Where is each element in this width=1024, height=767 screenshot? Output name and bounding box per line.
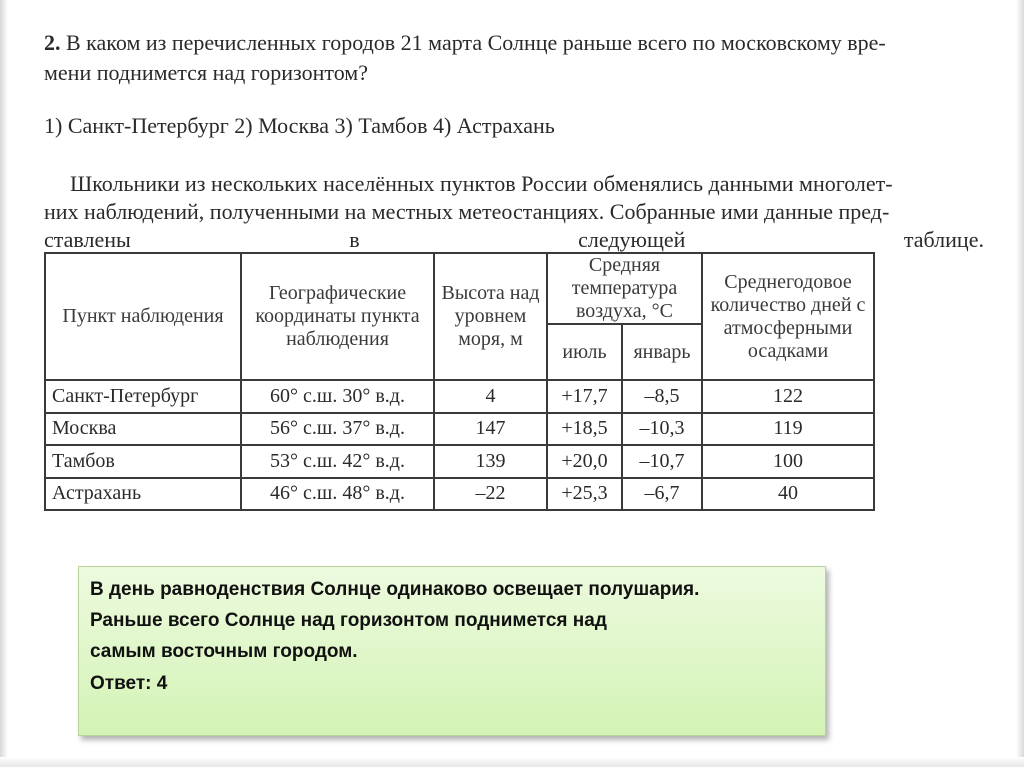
question-text <box>44 28 989 88</box>
answer-line-1: В день равноденствия Солнце одинаково освещает полушария. <box>90 579 700 600</box>
intro-word: ставлены <box>44 227 131 252</box>
question-number: 2. <box>44 30 61 55</box>
cell-july: +25,3 <box>547 478 622 511</box>
header-precipitation-days: Среднегодовое количество дней с атмосферными осадками <box>702 253 874 380</box>
cell-city: Астрахань <box>45 478 241 511</box>
cell-altitude: 4 <box>434 380 547 413</box>
intro-line-3 <box>44 226 984 254</box>
cell-july: +18,5 <box>547 413 622 446</box>
intro-line-2: них наблюдений, полученными на местных метеостанциях. Собранные ими данные пред- <box>44 199 890 224</box>
cell-precipitation-days: 100 <box>702 445 874 478</box>
answer-result: Ответ: 4 <box>90 673 168 694</box>
cell-precipitation-days: 40 <box>702 478 874 511</box>
slide-bottom-shadow <box>0 757 1024 767</box>
cell-coordinates: 46° с.ш. 48° в.д. <box>241 478 434 511</box>
cell-precipitation-days: 119 <box>702 413 874 446</box>
cell-city: Москва <box>45 413 241 446</box>
header-january: январь <box>622 324 702 380</box>
answer-line-2: Раньше всего Солнце над горизонтом поднимется над <box>90 610 607 631</box>
question-line-1: В каком из перечисленных городов 21 марта Солнце раньше всего по московскому вре- <box>66 30 886 55</box>
cell-july: +17,7 <box>547 380 622 413</box>
answer-options: 1) Санкт-Петербург 2) Москва 3) Тамбов 4) Астрахань <box>44 113 555 138</box>
intro-paragraph <box>44 170 986 254</box>
table-row <box>45 445 874 478</box>
table-row <box>45 478 874 511</box>
weather-data-table <box>44 252 875 511</box>
slide-left-shadow <box>0 0 8 767</box>
header-average-temperature: Средняя температура воздуха, °С <box>547 253 702 324</box>
cell-city: Санкт-Петербург <box>45 380 241 413</box>
cell-precipitation-days: 122 <box>702 380 874 413</box>
cell-altitude: –22 <box>434 478 547 511</box>
cell-coordinates: 53° с.ш. 42° в.д. <box>241 445 434 478</box>
cell-altitude: 139 <box>434 445 547 478</box>
cell-coordinates: 60° с.ш. 30° в.д. <box>241 380 434 413</box>
cell-altitude: 147 <box>434 413 547 446</box>
cell-january: –6,7 <box>622 478 702 511</box>
intro-word: таблице. <box>903 227 984 252</box>
table-row <box>45 380 874 413</box>
cell-january: –8,5 <box>622 380 702 413</box>
cell-city: Тамбов <box>45 445 241 478</box>
intro-word: в <box>349 227 360 252</box>
cell-january: –10,7 <box>622 445 702 478</box>
intro-word: следующей <box>578 227 686 252</box>
slide-right-shadow <box>1016 0 1024 767</box>
table-row <box>45 413 874 446</box>
question-line-2: мени поднимется над горизонтом? <box>44 60 368 85</box>
answer-line-3: самым восточным городом. <box>90 641 358 662</box>
header-coordinates: Географические координаты пункта наблюдения <box>241 253 434 380</box>
intro-line-1: Школьники из нескольких населённых пунктов России обменялись данными многолет- <box>70 171 893 196</box>
cell-july: +20,0 <box>547 445 622 478</box>
header-point: Пункт наблюдения <box>45 253 241 380</box>
answer-explanation-box <box>78 566 826 736</box>
header-altitude: Высота над уровнем моря, м <box>434 253 547 380</box>
header-july: июль <box>547 324 622 380</box>
cell-january: –10,3 <box>622 413 702 446</box>
cell-coordinates: 56° с.ш. 37° в.д. <box>241 413 434 446</box>
